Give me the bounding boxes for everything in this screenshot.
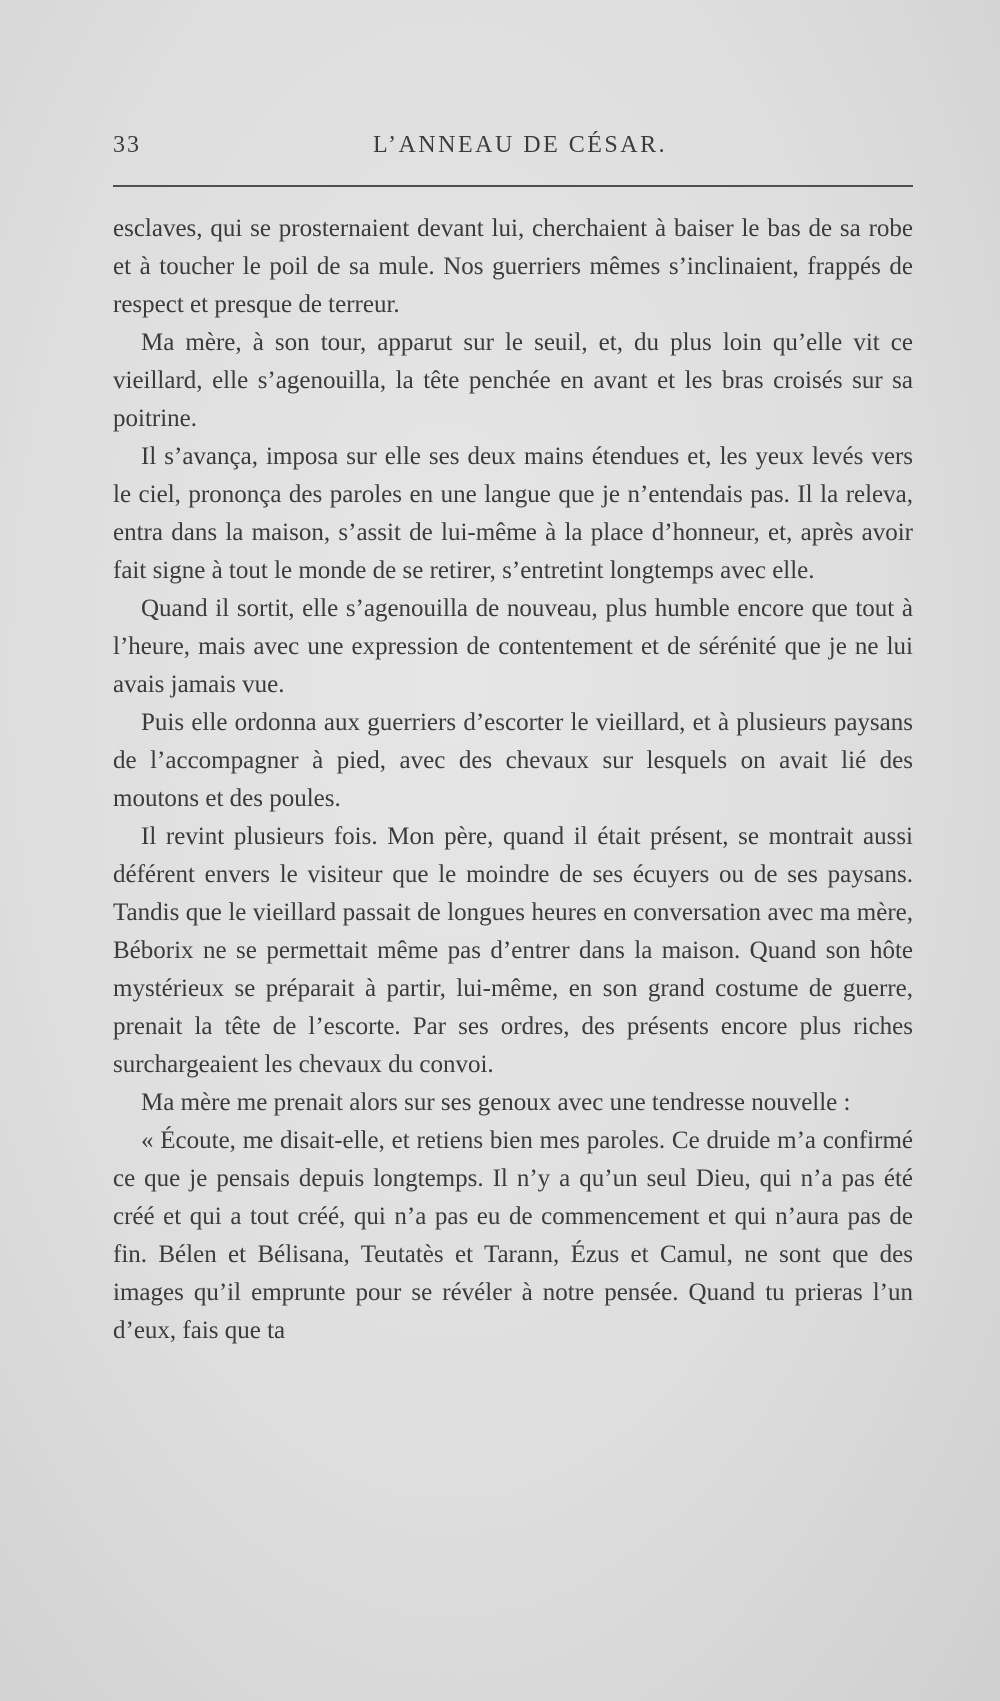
paragraph: Puis elle ordonna aux guerriers d’escorter le vieillard, et à plusieurs paysans de l’accompagner à pied, avec des chevaux sur lesquels on avait lié des moutons et des poules. [113, 709, 913, 812]
paragraph: Ma mère, à son tour, apparut sur le seuil, et, du plus loin qu’elle vit ce vieillard, elle s’agenouilla, la tête penchée en avant et les bras croisés sur sa poitrine. [113, 329, 913, 432]
paragraph: Il s’avança, imposa sur elle ses deux mains étendues et, les yeux levés vers le ciel, prononça des paroles en une langue que je n’entendais pas. Il la releva, entra dans la maison, s’assit de lui-même à la place d’honneur, et, après avoir fait signe à tout le monde de se retirer, s’entretint longtemps avec elle. [113, 443, 913, 584]
paragraph: Il revint plusieurs fois. Mon père, quand il était présent, se montrait aussi déférent envers le visiteur que le moindre de ses écuyers ou de ses paysans. Tandis que le vieillard passait de longues heures en conversation avec ma mère, Béborix ne se permettait même pas d’entrer dans la maison. Quand son hôte mystérieux se préparait à partir, lui-même, en son grand costume de guerre, prenait la tête de l’escorte. Par ses ordres, des présents encore plus riches surchargeaient les chevaux du convoi. [113, 823, 913, 1078]
header-rule [113, 185, 913, 187]
body-text [113, 210, 913, 1350]
paragraph: Ma mère me prenait alors sur ses genoux avec une tendresse nouvelle : [141, 1089, 851, 1116]
paragraph: esclaves, qui se prosternaient devant lui, cherchaient à baiser le bas de sa robe et à toucher le poil de sa mule. Nos guerriers mêmes s’inclinaient, frappés de respect et presque de terreur. [113, 215, 913, 318]
page-number: 33 [113, 132, 141, 158]
paragraph: Quand il sortit, elle s’agenouilla de nouveau, plus humble encore que tout à l’heure, mais avec une expression de contentement et de sérénité que je ne lui avais jamais vue. [113, 595, 913, 698]
running-title: L’ANNEAU DE CÉSAR. [373, 132, 668, 158]
page-header [113, 128, 913, 168]
paragraph: « Écoute, me disait-elle, et retiens bien mes paroles. Ce druide m’a confirmé ce que je pensais depuis longtemps. Il n’y a qu’un seul Dieu, qui n’a pas été créé et qui a tout créé, qui n’a pas eu de commencement et qui n’aura pas de fin. Bélen et Bélisana, Teutatès et Tarann, Ézus et Camul, ne sont que des images qu’il emprunte pour se révéler à notre pensée. Quand tu prieras l’un d’eux, fais que ta [113, 1127, 913, 1344]
